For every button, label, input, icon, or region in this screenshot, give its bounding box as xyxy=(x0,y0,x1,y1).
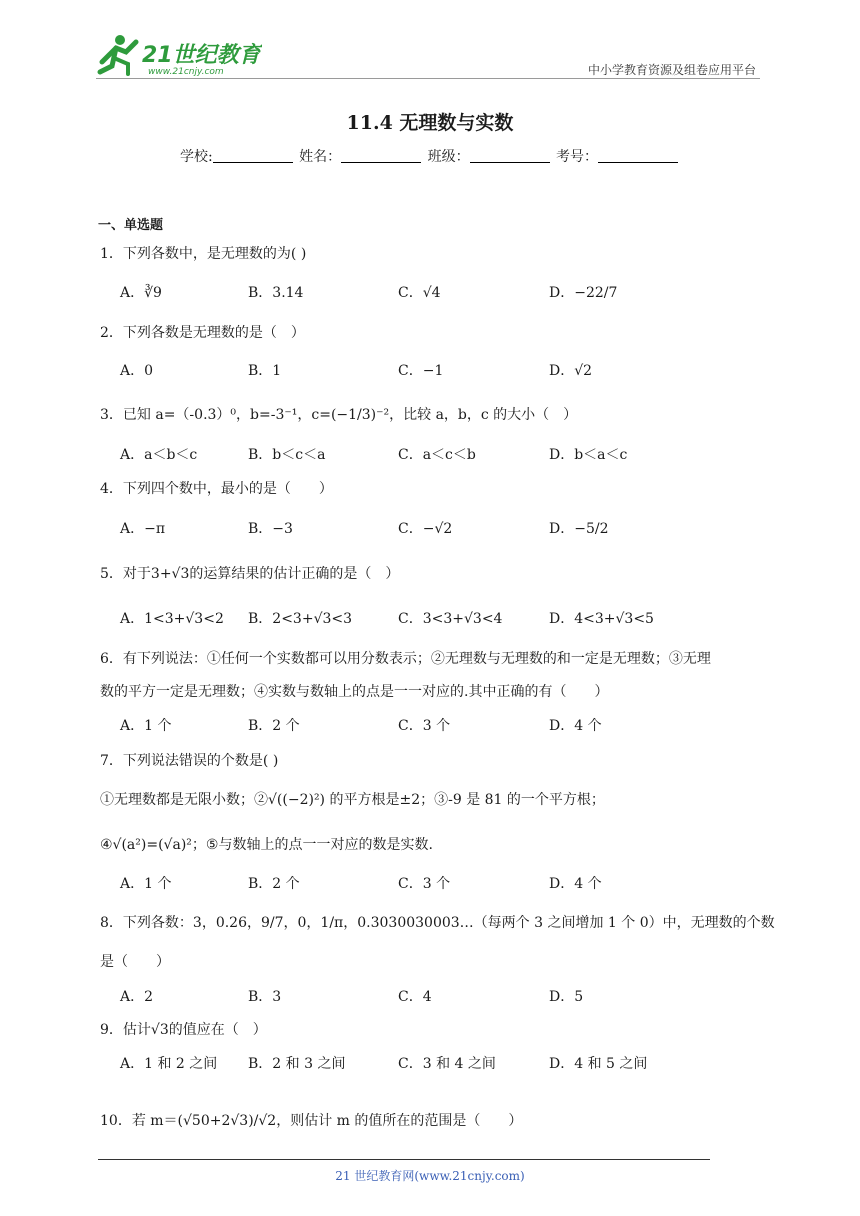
q9-option-d[interactable]: D．4 和 5 之间 xyxy=(549,1056,648,1072)
footer-link[interactable]: 21 世纪教育网(www.21cnjy.com) xyxy=(335,1169,525,1183)
q6-option-a[interactable]: A．1 个 xyxy=(120,718,172,734)
svg-text:www.21cnjy.com: www.21cnjy.com xyxy=(148,67,224,77)
runner-icon xyxy=(100,35,136,74)
number-label: 考号： xyxy=(556,149,599,165)
question-6: 6．有下列说法：①任何一个实数都可以用分数表示；②无理数与无理数的和一定是无理数；③无理 xyxy=(100,651,711,667)
number-field[interactable] xyxy=(598,148,678,163)
question-8-line-2: 是（ ） xyxy=(100,954,170,970)
q7-option-c[interactable]: C．3 个 xyxy=(398,876,451,892)
name-field[interactable] xyxy=(341,148,421,163)
question-7-line-2: ①无理数都是无限小数；②√((−2)²) 的平方根是±2；③-9 是 81 的一个平方根； xyxy=(100,792,605,808)
brand-logo xyxy=(92,32,262,78)
q3-option-d[interactable]: D．b＜a＜c xyxy=(549,447,628,463)
q1-option-a[interactable]: A．∛9 xyxy=(120,285,162,301)
q2-option-d[interactable]: D．√2 xyxy=(549,363,593,379)
name-label: 姓名： xyxy=(299,149,342,165)
q5-option-a[interactable]: A．1<3+√3<2 xyxy=(120,611,224,627)
q7-option-d[interactable]: D．4 个 xyxy=(549,876,602,892)
q2-option-a[interactable]: A．0 xyxy=(120,363,154,379)
q8-option-d[interactable]: D．5 xyxy=(549,989,584,1005)
q8-option-c[interactable]: C．4 xyxy=(398,989,432,1005)
header-divider xyxy=(96,78,760,79)
q3-option-a[interactable]: A．a＜b＜c xyxy=(120,447,198,463)
q9-option-b[interactable]: B．2 和 3 之间 xyxy=(248,1056,346,1072)
section-heading: 一、单选题 xyxy=(98,218,164,233)
question-3: 3．已知 a=（-0.3）⁰，b=-3⁻¹，c=(−1/3)⁻²，比较 a，b，c 的大小（ ） xyxy=(100,407,578,423)
q9-option-a[interactable]: A．1 和 2 之间 xyxy=(120,1056,218,1072)
platform-tagline: 中小学教育资源及组卷应用平台 xyxy=(587,63,756,77)
question-9: 9．估计√3的值应在（ ） xyxy=(100,1022,267,1038)
svg-text:21世纪教育: 21世纪教育 xyxy=(142,43,261,68)
q8-option-b[interactable]: B．3 xyxy=(248,989,282,1005)
q3-option-c[interactable]: C．a＜c＜b xyxy=(398,447,476,463)
q1-option-d[interactable]: D．−22/7 xyxy=(549,285,618,301)
q2-option-b[interactable]: B．1 xyxy=(248,363,282,379)
q2-option-c[interactable]: C．−1 xyxy=(398,363,444,379)
question-6-line-2: 数的平方一定是无理数；④实数与数轴上的点是一一对应的.其中正确的有（ ） xyxy=(100,684,609,700)
q5-option-b[interactable]: B．2<3+√3<3 xyxy=(248,611,353,627)
student-info xyxy=(0,146,860,166)
class-label: 班级： xyxy=(427,149,470,165)
school-label: 学校: xyxy=(179,149,213,165)
q4-option-a[interactable]: A．−π xyxy=(120,521,166,537)
q4-option-c[interactable]: C．−√2 xyxy=(398,521,453,537)
q7-option-a[interactable]: A．1 个 xyxy=(120,876,172,892)
q5-option-c[interactable]: C．3<3+√3<4 xyxy=(398,611,503,627)
q8-option-a[interactable]: A．2 xyxy=(120,989,154,1005)
q5-option-d[interactable]: D．4<3+√3<5 xyxy=(549,611,654,627)
page-title: 11.4 无理数与实数 xyxy=(346,112,514,134)
question-4: 4．下列四个数中，最小的是（ ） xyxy=(100,481,333,497)
question-8: 8．下列各数：3，0.26，9/7，0，1/π，0.3030030003…（每两个 3 之间增加 1 个 0）中，无理数的个数 xyxy=(100,915,775,931)
question-7: 7．下列说法错误的个数是( ) xyxy=(100,753,279,769)
question-5: 5．对于3+√3的运算结果的估计正确的是（ ） xyxy=(100,566,400,582)
class-field[interactable] xyxy=(470,148,550,163)
question-2: 2．下列各数是无理数的是（ ） xyxy=(100,325,305,341)
q7-option-b[interactable]: B．2 个 xyxy=(248,876,300,892)
q9-option-c[interactable]: C．3 和 4 之间 xyxy=(398,1056,496,1072)
q3-option-b[interactable]: B．b＜c＜a xyxy=(248,447,326,463)
school-field[interactable] xyxy=(213,148,293,163)
footer-divider xyxy=(98,1159,710,1160)
q4-option-d[interactable]: D．−5/2 xyxy=(549,521,609,537)
q4-option-b[interactable]: B．−3 xyxy=(248,521,293,537)
question-7-line-3: ④√(a²)=(√a)²；⑤与数轴上的点一一对应的数是实数. xyxy=(100,837,433,853)
q6-option-b[interactable]: B．2 个 xyxy=(248,718,300,734)
q1-option-c[interactable]: C．√4 xyxy=(398,285,441,301)
question-10: 10．若 m＝(√50+2√3)/√2，则估计 m 的值所在的范围是（ ） xyxy=(100,1113,523,1129)
q6-option-c[interactable]: C．3 个 xyxy=(398,718,451,734)
q1-option-b[interactable]: B．3.14 xyxy=(248,285,304,301)
q6-option-d[interactable]: D．4 个 xyxy=(549,718,602,734)
question-1: 1．下列各数中，是无理数的为( ) xyxy=(100,246,307,262)
